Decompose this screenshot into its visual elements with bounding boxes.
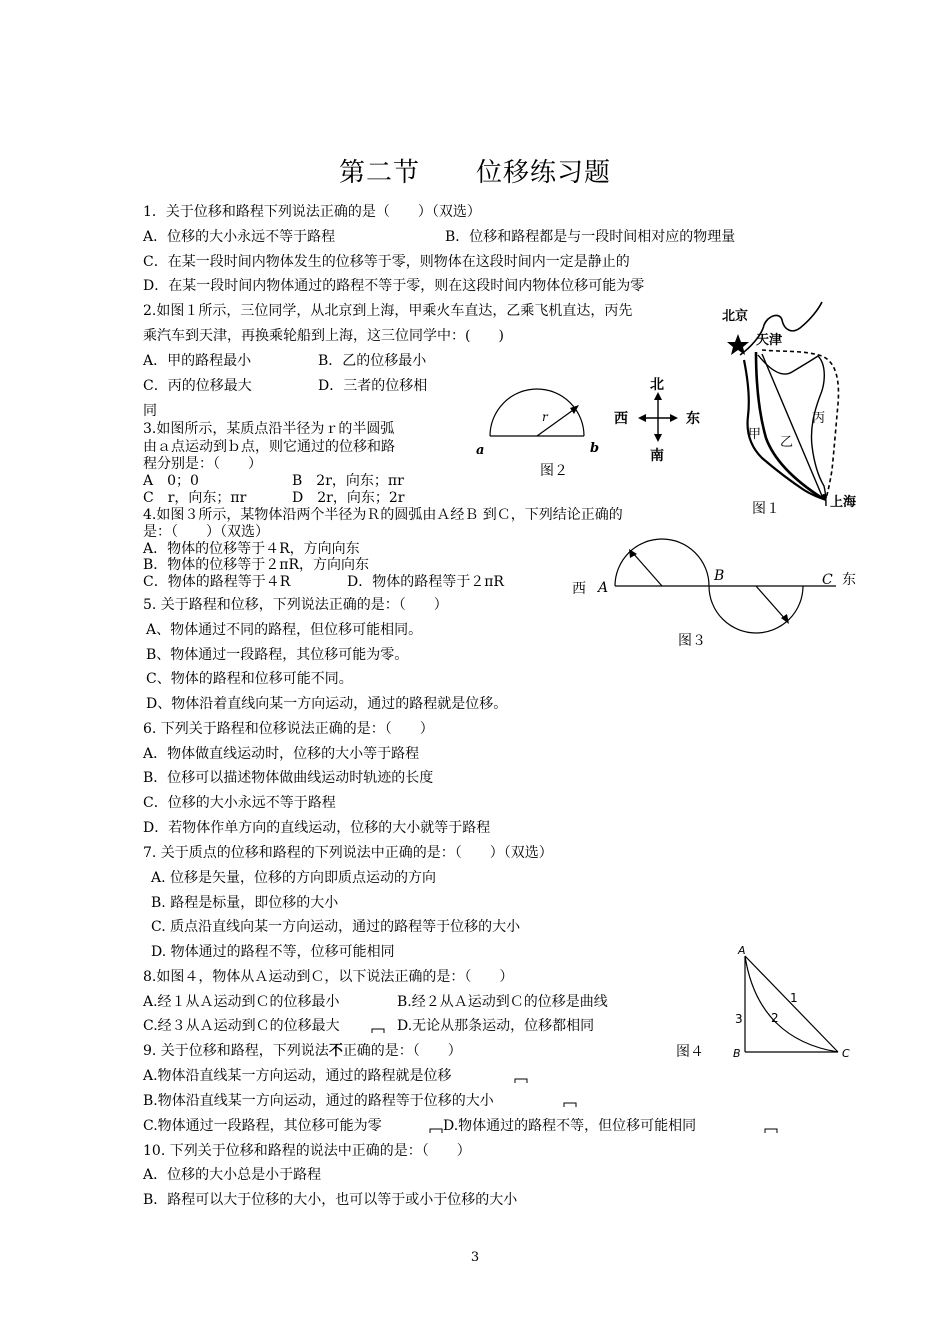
q7-option-b: B. 路程是标量，即位移的大小 [151,895,339,911]
question-10: 10. 下列关于位移和路程的说法中正确的是：（ ） [143,1143,471,1159]
question-8: 8.如图４，物体从Ａ运动到Ｃ，以下说法正确的是：（ ） [143,969,514,985]
figure-3-arcs [566,528,866,638]
q2-option-a: A．甲的路程最小 [143,353,252,369]
q2-option-d-cont: 同 [143,403,157,419]
fig1-bing-label: 丙 [812,411,826,426]
q6-option-c: C．位移的大小永远不等于路程 [143,795,336,811]
q6-option-b: B．位移可以描述物体做曲线运动时轨迹的长度 [143,770,434,786]
q8-option-a: A.经１从Ａ运动到Ｃ的位移最小 [143,994,340,1010]
q8-option-b: B.经２从Ａ运动到Ｃ的位移是曲线 [397,994,608,1010]
q1-option-a: A．位移的大小永远不等于路程 [143,229,336,245]
title-topic: 位移练习题 [476,158,612,188]
figure-1-map [722,300,862,530]
question-3-cont2: 程分别是：（ ） [143,456,262,472]
figure-2-semicircle [470,388,610,460]
fig1-shanghai-label: 上海 [830,495,857,510]
compass-west: 西 [614,411,628,427]
q7-option-a: A. 位移是矢量，位移的方向即质点运动的方向 [151,870,437,886]
question-2: 2.如图１所示，三位同学，从北京到上海，甲乘火车直达，乙乘飞机直达，丙先 [143,303,633,319]
q2-option-b: B．乙的位移最小 [318,353,427,369]
question-1: 1．关于位移和路程下列说法正确的是（ ）（双选） [143,204,481,220]
q6-option-a: A．物体做直线运动时，位移的大小等于路程 [143,746,420,762]
question-4: 4.如图３所示，某物体沿两个半径为Ｒ的圆弧由Ａ经Ｂ 到Ｃ，下列结论正确的 [143,507,623,523]
title-section: 第二节 [338,158,420,188]
fig3-west-label: 西 [572,581,586,597]
question-7: 7. 关于质点的位移和路程的下列说法中正确的是：（ ）（双选） [143,845,553,861]
q5-option-b: B、物体通过一段路程，其位移可能为零。 [146,647,409,663]
q3-option-a: A 0；0 [143,473,199,489]
q5-option-c: C、物体的路程和位移可能不同。 [146,671,353,687]
question-5: 5. 关于路程和位移，下列说法正确的是：（ ） [143,597,448,613]
q4-option-c: C．物体的路程等于４R [143,574,291,590]
fig3-point-a: A [598,580,609,596]
q7-option-d: D. 物体通过的路程不等，位移可能相同 [151,944,395,960]
q1-option-c: C．在某一段时间内物体发生的位移等于零，则物体在这段时间内一定是静止的 [143,254,630,270]
q9-option-c: C.物体通过一段路程，其位移可能为零 [143,1118,382,1134]
figure-1-caption: 图１ [752,501,780,517]
q6-option-d: D．若物体作单方向的直线运动，位移的大小就等于路程 [143,820,491,836]
q10-option-a: A．位移的大小总是小于路程 [143,1167,322,1183]
q3-option-b: B 2r，向东；πr [292,473,404,489]
figure-4-caption: 图４ [676,1044,704,1060]
fig1-tianjin-label: 天津 [756,333,783,348]
fig4-point-b: B [733,1047,741,1060]
q8-option-c: C.经３从Ａ运动到Ｃ的位移最大 [143,1018,340,1034]
q9-text-post: 正确的是：（ ） [342,1043,462,1059]
q8-option-d: D.无论从那条运动，位移都相同 [397,1018,595,1034]
q3-option-d: D 2r，向东；2r [292,490,405,506]
question-3-cont: 由ａ点运动到ｂ点，则它通过的位移和路 [143,439,395,455]
compass-south: 南 [650,448,664,464]
q1-option-d: D．在某一段时间内物体通过的路程不等于零，则在这段时间内物体位移可能为零 [143,278,645,294]
fig3-point-c: C [822,572,833,588]
fig3-east-label: 东 [842,572,856,588]
question-4-cont: 是：（ ）（双选） [143,524,269,540]
q4-option-d: D．物体的路程等于２πR [347,574,504,590]
compass-east: 东 [686,411,700,427]
fig2-point-a: a [476,443,485,458]
fig1-yi-label: 乙 [780,435,794,450]
q2-option-d: D．三者的位移相 [318,378,428,394]
q1-option-b: B．位移和路程都是与一段时间相对应的物理量 [445,229,736,245]
fig4-point-a: A [738,944,746,957]
fig1-beijing-label: 北京 [722,309,749,324]
q7-option-c: C. 质点沿直线向某一方向运动，通过的路程等于位移的大小 [151,919,521,935]
q3-option-c: C r，向东；πr [143,490,247,506]
q2-option-c: C．丙的位移最大 [143,378,252,394]
q9-emphasis: 不 [328,1043,343,1059]
page-number: 3 [470,1250,480,1265]
q9-option-a: A.物体沿直线某一方向运动，通过的路程就是位移 [143,1068,452,1084]
q5-option-d: D、物体沿着直线向某一方向运动，通过的路程就是位移。 [146,696,508,712]
q10-option-b: B．路程可以大于位移的大小，也可以等于或小于位移的大小 [143,1192,518,1208]
fig3-point-b: B [714,568,725,584]
q4-option-b: B．物体的位移等于２πR，方向向东 [143,557,370,573]
fig2-radius-label: r [542,410,548,424]
q9-option-d: D.物体通过的路程不等，但位移可能相同 [443,1118,697,1134]
question-3: 3.如图所示，某质点沿半径为ｒ的半圆弧 [143,421,395,437]
figure-3-caption: 图３ [678,633,706,649]
fig4-point-c: C [842,1047,850,1060]
fig1-jia-label: 甲 [748,427,762,442]
compass-north: 北 [650,377,664,393]
q5-option-a: A、物体通过不同的路程，但位移可能相同。 [146,622,423,638]
compass-rose [612,376,704,468]
fig4-path-2: 2 [771,1011,779,1025]
fig4-path-3: 3 [735,1012,743,1026]
fig2-point-b: b [590,441,600,456]
figure-4-triangle [728,944,858,1064]
q9-text-pre: 9. 关于位移和路程，下列说法 [143,1043,329,1059]
q9-option-b: B.物体沿直线某一方向运动，通过的路程等于位移的大小 [143,1093,494,1109]
question-6: 6. 下列关于路程和位移说法正确的是：（ ） [143,721,434,737]
question-2-cont: 乘汽车到天津，再换乘轮船到上海，这三位同学中：( ) [143,328,504,344]
fig4-path-1: 1 [790,991,798,1005]
q4-option-a: A．物体的位移等于４R，方向向东 [143,541,360,557]
figure-2-caption: 图２ [540,463,568,479]
